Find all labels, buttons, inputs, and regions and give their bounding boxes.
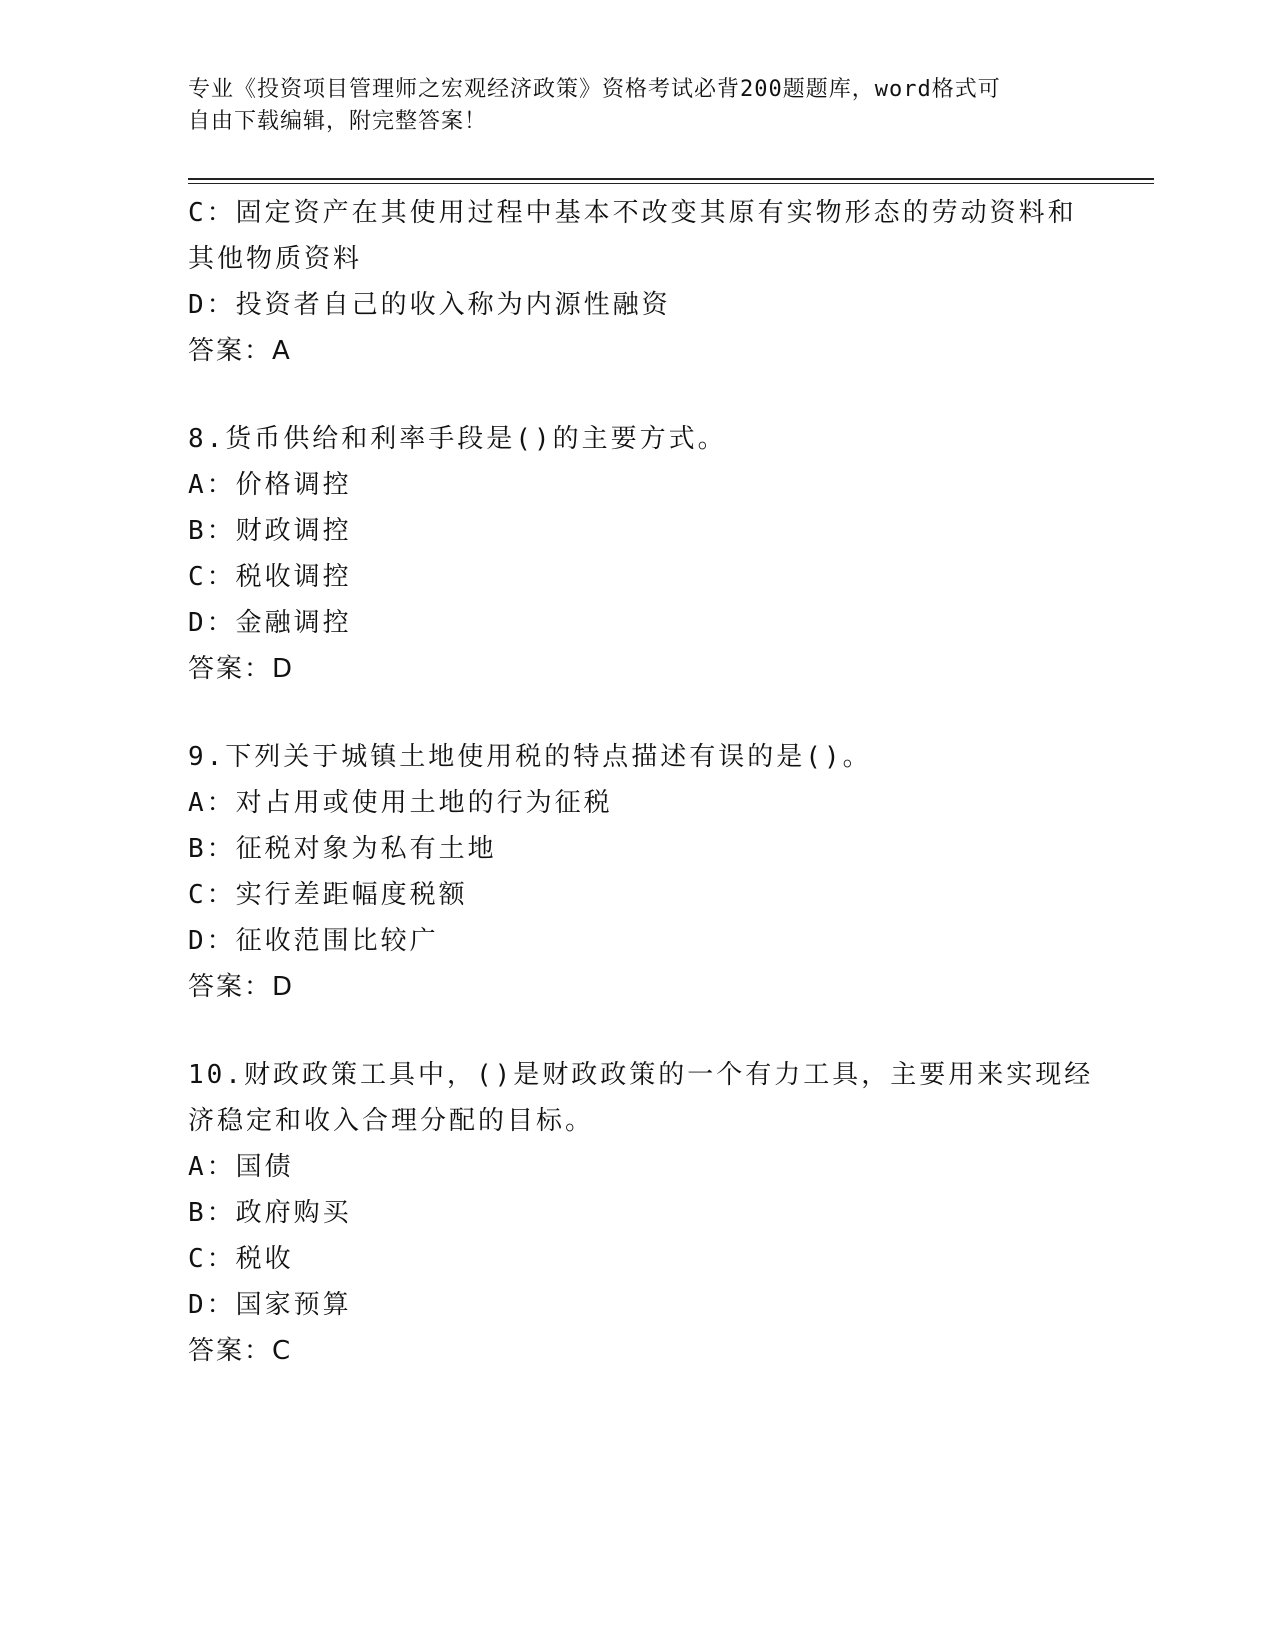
document-header — [188, 74, 1068, 138]
answer-label: 答案：A — [188, 336, 292, 366]
option-c: C：实行差距幅度税额 — [188, 880, 468, 910]
question-text-continuation: 济稳定和收入合理分配的目标。 — [188, 1106, 595, 1136]
header-line-2: 自由下载编辑，附完整答案！ — [188, 109, 488, 134]
option-a: A：对占用或使用土地的行为征税 — [188, 788, 613, 818]
header-divider-thin — [188, 183, 1154, 184]
answer-label: 答案：D — [188, 972, 295, 1002]
question-7-continuation — [188, 190, 1088, 374]
option-c: C：固定资产在其使用过程中基本不改变其原有实物形态的劳动资料和 — [188, 198, 1077, 228]
option-b: B：征税对象为私有土地 — [188, 834, 497, 864]
option-c: C：税收 — [188, 1244, 294, 1274]
option-d: D：国家预算 — [188, 1290, 352, 1320]
option-c-continuation: 其他物质资料 — [188, 244, 363, 274]
option-d: D：征收范围比较广 — [188, 926, 439, 956]
option-d: D：金融调控 — [188, 608, 352, 638]
question-8 — [188, 416, 1088, 692]
answer-label: 答案：D — [188, 654, 295, 684]
option-d: D：投资者自己的收入称为内源性融资 — [188, 290, 671, 320]
option-b: B：财政调控 — [188, 516, 352, 546]
header-line-1: 专业《投资项目管理师之宏观经济政策》资格考试必背200题题库，word格式可 — [188, 77, 1001, 102]
option-a: A：国债 — [188, 1152, 294, 1182]
question-text: 9.下列关于城镇土地使用税的特点描述有误的是()。 — [188, 742, 872, 772]
question-text: 8.货币供给和利率手段是()的主要方式。 — [188, 424, 727, 454]
question-10 — [188, 1052, 1094, 1374]
option-b: B：政府购买 — [188, 1198, 352, 1228]
header-divider-thick — [188, 178, 1154, 180]
option-c: C：税收调控 — [188, 562, 352, 592]
question-9 — [188, 734, 1088, 1010]
question-text: 10.财政政策工具中，()是财政政策的一个有力工具，主要用来实现经 — [188, 1060, 1094, 1090]
question-list — [188, 190, 1094, 1374]
option-a: A：价格调控 — [188, 470, 352, 500]
answer-label: 答案：C — [188, 1336, 293, 1366]
